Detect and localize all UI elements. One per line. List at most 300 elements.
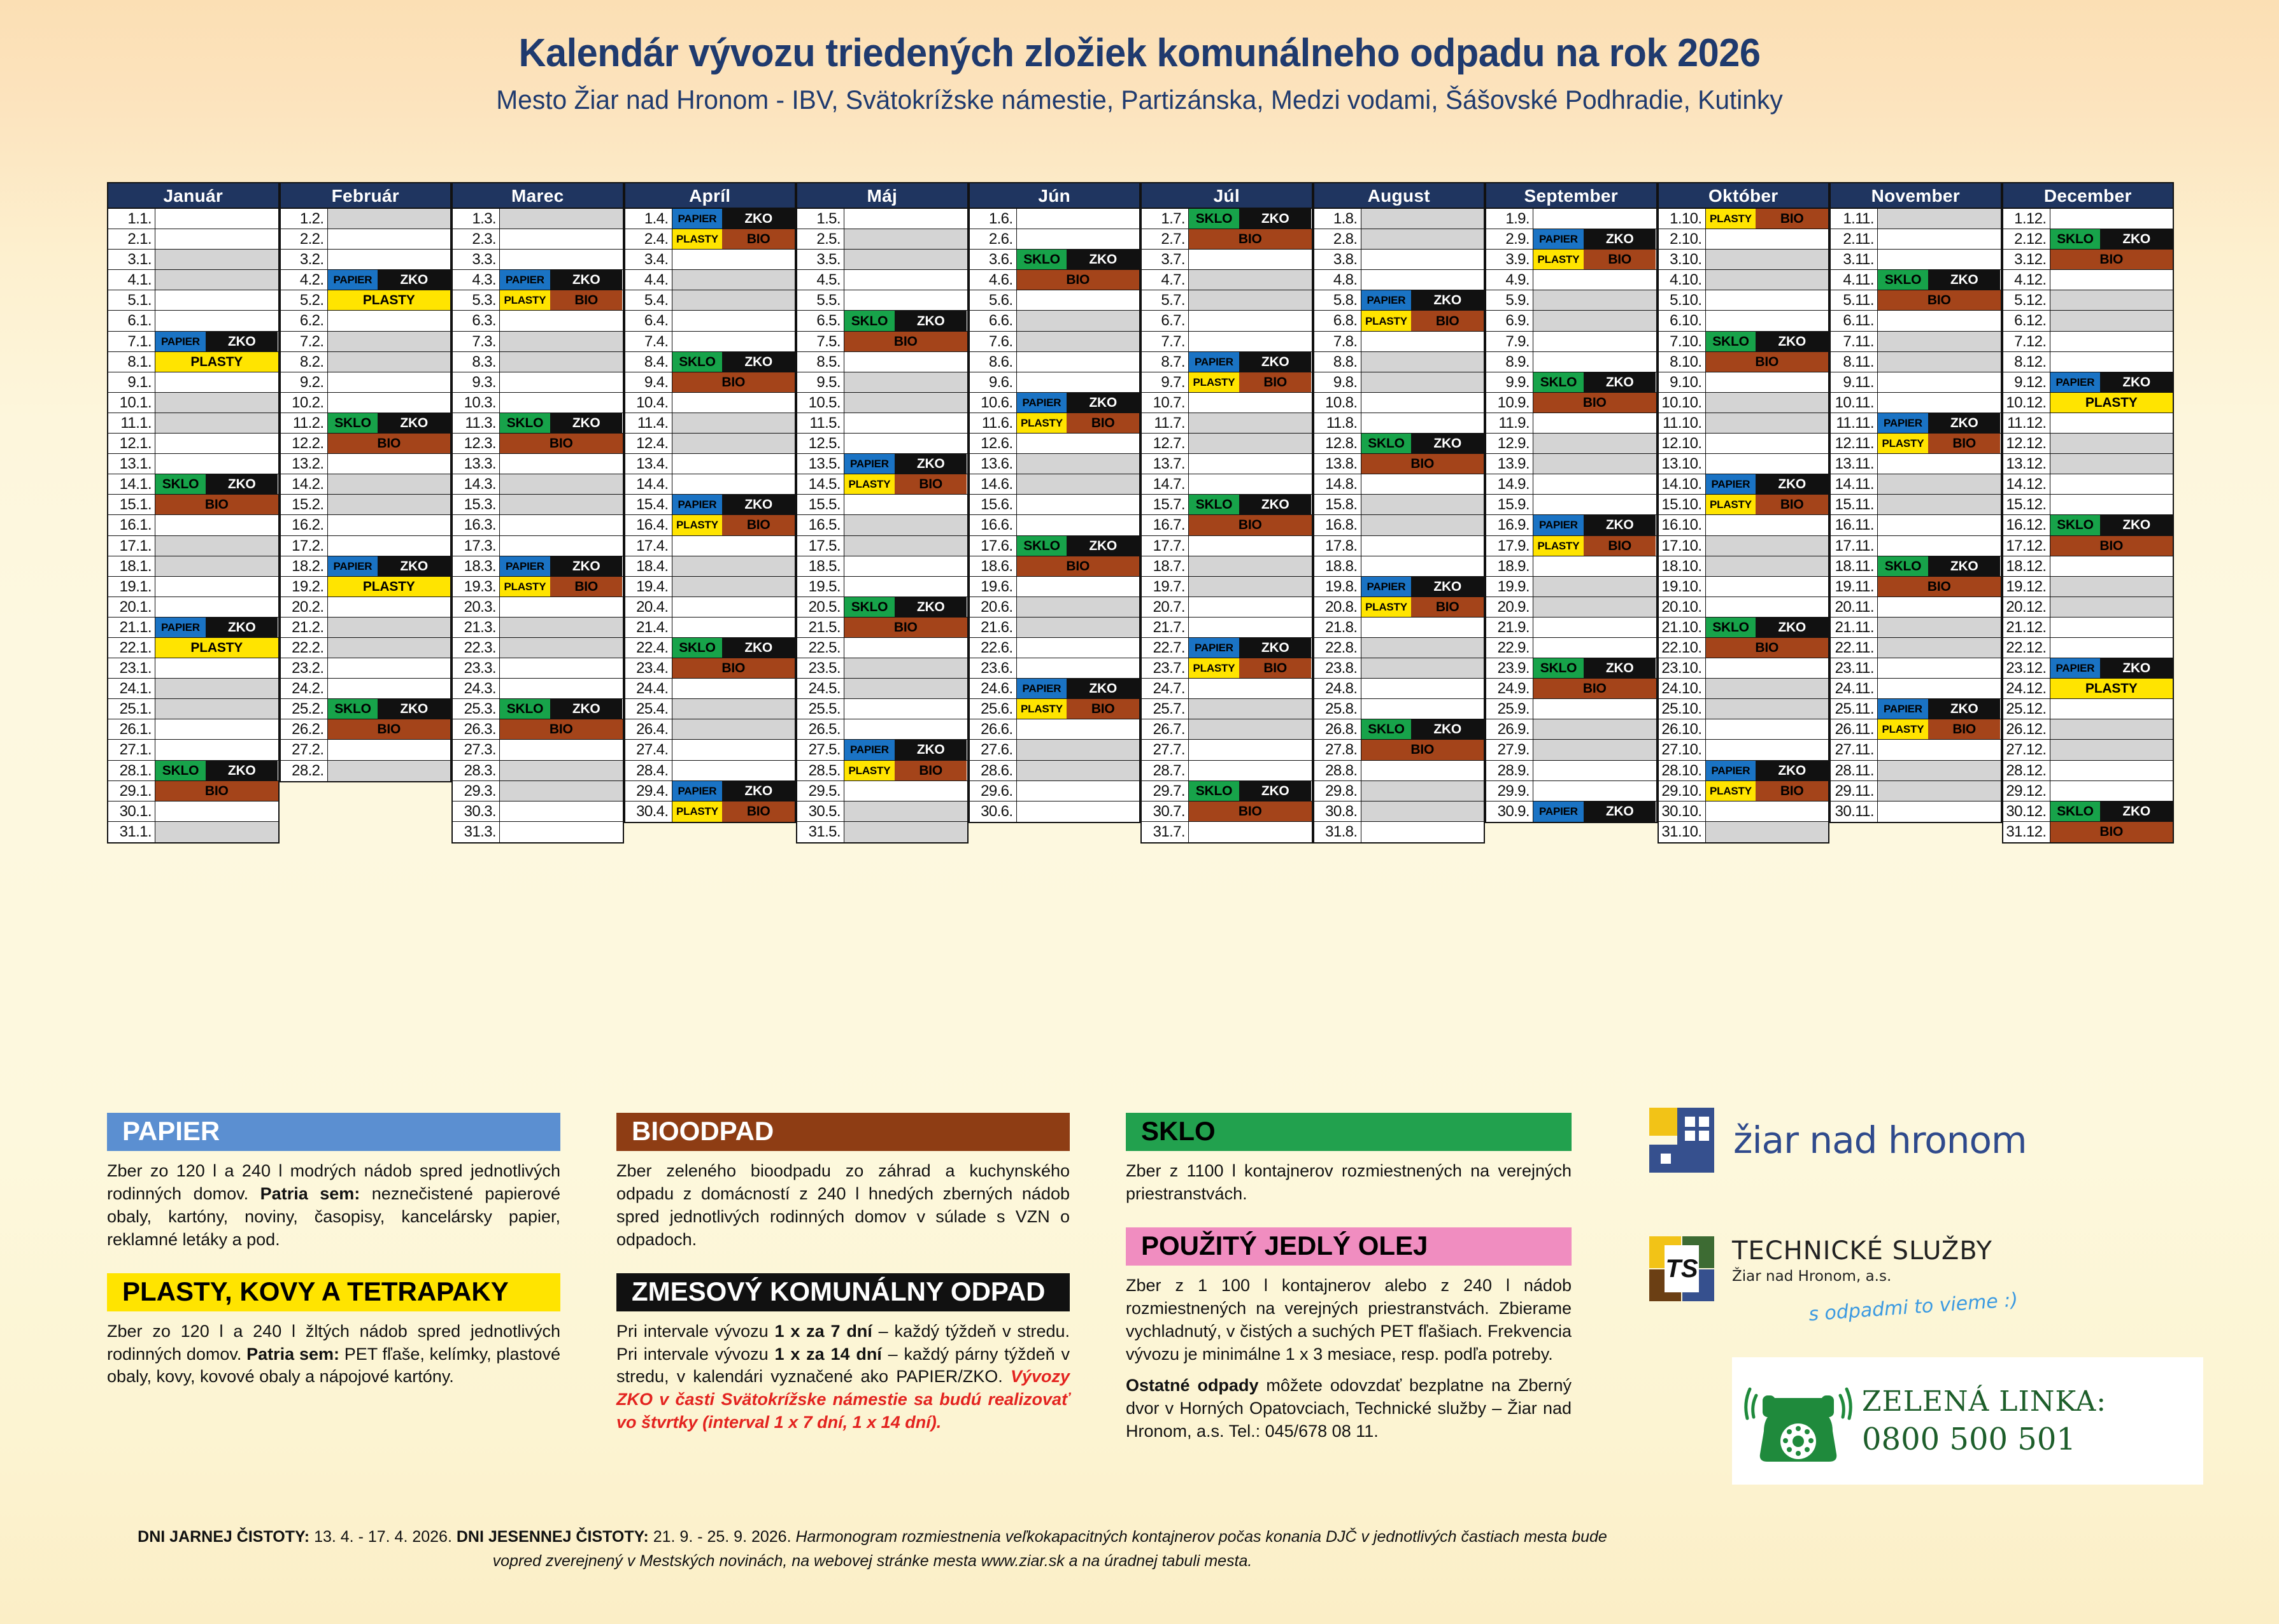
calendar-day-row[interactable] <box>625 679 795 699</box>
calendar-day-row[interactable] <box>797 434 967 454</box>
calendar-day-row[interactable] <box>108 536 278 556</box>
calendar-day-row[interactable] <box>797 270 967 290</box>
calendar-day-row[interactable] <box>108 209 278 229</box>
calendar-day-row[interactable] <box>281 536 451 556</box>
calendar-day-row[interactable] <box>281 577 451 597</box>
calendar-day-row[interactable] <box>970 556 1140 577</box>
calendar-day-row[interactable] <box>1659 474 1829 495</box>
calendar-day-row[interactable] <box>625 536 795 556</box>
calendar-day-row[interactable] <box>797 679 967 699</box>
calendar-day-row[interactable] <box>797 658 967 679</box>
calendar-day-row[interactable] <box>2003 679 2173 699</box>
calendar-day-row[interactable] <box>797 332 967 352</box>
calendar-day-row[interactable] <box>797 536 967 556</box>
calendar-day-row[interactable] <box>1486 801 1656 822</box>
calendar-day-row[interactable] <box>1831 699 2001 719</box>
calendar-day-row[interactable] <box>625 250 795 270</box>
calendar-day-row[interactable] <box>1831 372 2001 393</box>
calendar-day-row[interactable] <box>1831 556 2001 577</box>
calendar-day-row[interactable] <box>453 515 623 535</box>
calendar-day-row[interactable] <box>453 801 623 822</box>
calendar-day-row[interactable] <box>1659 413 1829 434</box>
calendar-day-row[interactable] <box>1142 536 1312 556</box>
calendar-day-row[interactable] <box>1314 250 1484 270</box>
calendar-day-row[interactable] <box>281 719 451 740</box>
calendar-day-row[interactable] <box>1831 781 2001 801</box>
calendar-day-row[interactable] <box>1314 740 1484 760</box>
calendar-day-row[interactable] <box>1831 679 2001 699</box>
calendar-day-row[interactable] <box>453 699 623 719</box>
calendar-day-row[interactable] <box>1142 740 1312 760</box>
calendar-day-row[interactable] <box>2003 393 2173 413</box>
calendar-day-row[interactable] <box>108 311 278 331</box>
calendar-day-row[interactable] <box>2003 454 2173 474</box>
calendar-day-row[interactable] <box>1314 719 1484 740</box>
calendar-day-row[interactable] <box>1486 699 1656 719</box>
calendar-day-row[interactable] <box>1142 311 1312 331</box>
calendar-day-row[interactable] <box>625 209 795 229</box>
calendar-day-row[interactable] <box>2003 577 2173 597</box>
calendar-day-row[interactable] <box>1659 393 1829 413</box>
calendar-day-row[interactable] <box>1314 822 1484 842</box>
calendar-day-row[interactable] <box>1314 311 1484 331</box>
calendar-day-row[interactable] <box>281 761 451 781</box>
calendar-day-row[interactable] <box>108 822 278 842</box>
calendar-day-row[interactable] <box>1142 801 1312 822</box>
calendar-day-row[interactable] <box>1659 352 1829 372</box>
calendar-day-row[interactable] <box>797 638 967 658</box>
calendar-day-row[interactable] <box>108 270 278 290</box>
calendar-day-row[interactable] <box>453 393 623 413</box>
calendar-day-row[interactable] <box>1314 679 1484 699</box>
calendar-day-row[interactable] <box>797 597 967 618</box>
calendar-day-row[interactable] <box>2003 209 2173 229</box>
calendar-day-row[interactable] <box>1314 577 1484 597</box>
calendar-day-row[interactable] <box>797 822 967 842</box>
calendar-day-row[interactable] <box>281 454 451 474</box>
calendar-day-row[interactable] <box>1831 454 2001 474</box>
calendar-day-row[interactable] <box>2003 372 2173 393</box>
calendar-day-row[interactable] <box>453 270 623 290</box>
calendar-day-row[interactable] <box>1314 515 1484 535</box>
calendar-day-row[interactable] <box>108 290 278 311</box>
calendar-day-row[interactable] <box>797 556 967 577</box>
calendar-day-row[interactable] <box>1142 413 1312 434</box>
calendar-day-row[interactable] <box>1659 434 1829 454</box>
calendar-day-row[interactable] <box>625 495 795 515</box>
calendar-day-row[interactable] <box>453 474 623 495</box>
calendar-day-row[interactable] <box>281 618 451 638</box>
calendar-day-row[interactable] <box>453 311 623 331</box>
calendar-day-row[interactable] <box>281 699 451 719</box>
calendar-day-row[interactable] <box>108 679 278 699</box>
calendar-day-row[interactable] <box>1486 332 1656 352</box>
calendar-day-row[interactable] <box>281 597 451 618</box>
calendar-day-row[interactable] <box>1831 250 2001 270</box>
calendar-day-row[interactable] <box>1659 658 1829 679</box>
calendar-day-row[interactable] <box>1486 740 1656 760</box>
calendar-day-row[interactable] <box>797 719 967 740</box>
calendar-day-row[interactable] <box>2003 536 2173 556</box>
calendar-day-row[interactable] <box>1486 454 1656 474</box>
calendar-day-row[interactable] <box>2003 474 2173 495</box>
calendar-day-row[interactable] <box>1659 618 1829 638</box>
calendar-day-row[interactable] <box>797 740 967 760</box>
calendar-day-row[interactable] <box>797 209 967 229</box>
calendar-day-row[interactable] <box>1314 597 1484 618</box>
calendar-day-row[interactable] <box>970 658 1140 679</box>
calendar-day-row[interactable] <box>108 393 278 413</box>
calendar-day-row[interactable] <box>1142 618 1312 638</box>
calendar-day-row[interactable] <box>108 719 278 740</box>
calendar-day-row[interactable] <box>1659 699 1829 719</box>
calendar-day-row[interactable] <box>1142 699 1312 719</box>
calendar-day-row[interactable] <box>1659 495 1829 515</box>
calendar-day-row[interactable] <box>797 761 967 781</box>
calendar-day-row[interactable] <box>1314 638 1484 658</box>
calendar-day-row[interactable] <box>453 740 623 760</box>
calendar-day-row[interactable] <box>1142 270 1312 290</box>
calendar-day-row[interactable] <box>625 393 795 413</box>
calendar-day-row[interactable] <box>1659 577 1829 597</box>
calendar-day-row[interactable] <box>1659 536 1829 556</box>
calendar-day-row[interactable] <box>281 229 451 250</box>
calendar-day-row[interactable] <box>625 270 795 290</box>
calendar-day-row[interactable] <box>1142 515 1312 535</box>
calendar-day-row[interactable] <box>1486 577 1656 597</box>
calendar-day-row[interactable] <box>970 332 1140 352</box>
calendar-day-row[interactable] <box>453 638 623 658</box>
calendar-day-row[interactable] <box>1314 801 1484 822</box>
calendar-day-row[interactable] <box>1314 434 1484 454</box>
calendar-day-row[interactable] <box>625 474 795 495</box>
calendar-day-row[interactable] <box>1486 536 1656 556</box>
calendar-day-row[interactable] <box>1659 290 1829 311</box>
calendar-day-row[interactable] <box>1486 393 1656 413</box>
calendar-day-row[interactable] <box>1142 597 1312 618</box>
calendar-day-row[interactable] <box>1314 372 1484 393</box>
calendar-day-row[interactable] <box>1831 332 2001 352</box>
calendar-day-row[interactable] <box>970 270 1140 290</box>
calendar-day-row[interactable] <box>625 434 795 454</box>
calendar-day-row[interactable] <box>1486 229 1656 250</box>
calendar-day-row[interactable] <box>797 515 967 535</box>
calendar-day-row[interactable] <box>281 679 451 699</box>
calendar-day-row[interactable] <box>1486 352 1656 372</box>
calendar-day-row[interactable] <box>2003 638 2173 658</box>
calendar-day-row[interactable] <box>453 556 623 577</box>
calendar-day-row[interactable] <box>970 250 1140 270</box>
calendar-day-row[interactable] <box>108 352 278 372</box>
calendar-day-row[interactable] <box>1659 372 1829 393</box>
calendar-day-row[interactable] <box>1142 332 1312 352</box>
calendar-day-row[interactable] <box>1486 597 1656 618</box>
calendar-day-row[interactable] <box>2003 801 2173 822</box>
calendar-day-row[interactable] <box>970 229 1140 250</box>
calendar-day-row[interactable] <box>108 474 278 495</box>
calendar-day-row[interactable] <box>797 250 967 270</box>
calendar-day-row[interactable] <box>1314 454 1484 474</box>
calendar-day-row[interactable] <box>1831 229 2001 250</box>
calendar-day-row[interactable] <box>281 740 451 760</box>
calendar-day-row[interactable] <box>1142 393 1312 413</box>
calendar-day-row[interactable] <box>1831 801 2001 822</box>
calendar-day-row[interactable] <box>1314 474 1484 495</box>
calendar-day-row[interactable] <box>1486 311 1656 331</box>
calendar-day-row[interactable] <box>281 495 451 515</box>
calendar-day-row[interactable] <box>1142 822 1312 842</box>
calendar-day-row[interactable] <box>625 577 795 597</box>
calendar-day-row[interactable] <box>1831 638 2001 658</box>
calendar-day-row[interactable] <box>1831 393 2001 413</box>
calendar-day-row[interactable] <box>1659 740 1829 760</box>
calendar-day-row[interactable] <box>1659 332 1829 352</box>
calendar-day-row[interactable] <box>1142 372 1312 393</box>
calendar-day-row[interactable] <box>797 393 967 413</box>
calendar-day-row[interactable] <box>108 597 278 618</box>
calendar-day-row[interactable] <box>1314 393 1484 413</box>
calendar-day-row[interactable] <box>2003 761 2173 781</box>
calendar-day-row[interactable] <box>970 618 1140 638</box>
calendar-day-row[interactable] <box>2003 270 2173 290</box>
calendar-day-row[interactable] <box>281 434 451 454</box>
calendar-day-row[interactable] <box>108 781 278 801</box>
calendar-day-row[interactable] <box>453 618 623 638</box>
calendar-day-row[interactable] <box>970 719 1140 740</box>
calendar-day-row[interactable] <box>1142 556 1312 577</box>
calendar-day-row[interactable] <box>281 413 451 434</box>
calendar-day-row[interactable] <box>1314 332 1484 352</box>
calendar-day-row[interactable] <box>108 699 278 719</box>
calendar-day-row[interactable] <box>1314 699 1484 719</box>
calendar-day-row[interactable] <box>2003 618 2173 638</box>
calendar-day-row[interactable] <box>108 332 278 352</box>
calendar-day-row[interactable] <box>453 719 623 740</box>
calendar-day-row[interactable] <box>1486 781 1656 801</box>
calendar-day-row[interactable] <box>625 638 795 658</box>
calendar-day-row[interactable] <box>453 536 623 556</box>
calendar-day-row[interactable] <box>108 250 278 270</box>
calendar-day-row[interactable] <box>1486 658 1656 679</box>
calendar-day-row[interactable] <box>1659 638 1829 658</box>
calendar-day-row[interactable] <box>281 556 451 577</box>
calendar-day-row[interactable] <box>2003 719 2173 740</box>
calendar-day-row[interactable] <box>797 229 967 250</box>
calendar-day-row[interactable] <box>1831 209 2001 229</box>
calendar-day-row[interactable] <box>281 250 451 270</box>
calendar-day-row[interactable] <box>1486 679 1656 699</box>
calendar-day-row[interactable] <box>1314 229 1484 250</box>
calendar-day-row[interactable] <box>2003 229 2173 250</box>
calendar-day-row[interactable] <box>453 332 623 352</box>
calendar-day-row[interactable] <box>108 454 278 474</box>
calendar-day-row[interactable] <box>2003 434 2173 454</box>
calendar-day-row[interactable] <box>1831 290 2001 311</box>
calendar-day-row[interactable] <box>1142 250 1312 270</box>
calendar-day-row[interactable] <box>1831 597 2001 618</box>
calendar-day-row[interactable] <box>1486 638 1656 658</box>
calendar-day-row[interactable] <box>453 658 623 679</box>
calendar-day-row[interactable] <box>1659 229 1829 250</box>
calendar-day-row[interactable] <box>1659 719 1829 740</box>
calendar-day-row[interactable] <box>970 536 1140 556</box>
calendar-day-row[interactable] <box>108 229 278 250</box>
calendar-day-row[interactable] <box>970 352 1140 372</box>
calendar-day-row[interactable] <box>1831 719 2001 740</box>
calendar-day-row[interactable] <box>1142 209 1312 229</box>
calendar-day-row[interactable] <box>1659 679 1829 699</box>
calendar-day-row[interactable] <box>970 311 1140 331</box>
calendar-day-row[interactable] <box>108 658 278 679</box>
calendar-day-row[interactable] <box>453 822 623 842</box>
calendar-day-row[interactable] <box>108 434 278 454</box>
calendar-day-row[interactable] <box>797 311 967 331</box>
calendar-day-row[interactable] <box>1831 352 2001 372</box>
calendar-day-row[interactable] <box>2003 495 2173 515</box>
calendar-day-row[interactable] <box>625 454 795 474</box>
calendar-day-row[interactable] <box>1659 761 1829 781</box>
calendar-day-row[interactable] <box>453 413 623 434</box>
calendar-day-row[interactable] <box>797 474 967 495</box>
calendar-day-row[interactable] <box>1831 658 2001 679</box>
calendar-day-row[interactable] <box>970 740 1140 760</box>
calendar-day-row[interactable] <box>281 290 451 311</box>
calendar-day-row[interactable] <box>970 209 1140 229</box>
calendar-day-row[interactable] <box>1831 536 2001 556</box>
calendar-day-row[interactable] <box>1486 209 1656 229</box>
calendar-day-row[interactable] <box>1142 474 1312 495</box>
calendar-day-row[interactable] <box>1659 515 1829 535</box>
calendar-day-row[interactable] <box>625 311 795 331</box>
calendar-day-row[interactable] <box>2003 332 2173 352</box>
calendar-day-row[interactable] <box>281 311 451 331</box>
calendar-day-row[interactable] <box>970 781 1140 801</box>
calendar-day-row[interactable] <box>970 372 1140 393</box>
calendar-day-row[interactable] <box>1486 495 1656 515</box>
calendar-day-row[interactable] <box>970 413 1140 434</box>
calendar-day-row[interactable] <box>1142 679 1312 699</box>
calendar-day-row[interactable] <box>281 352 451 372</box>
calendar-day-row[interactable] <box>1831 311 2001 331</box>
calendar-day-row[interactable] <box>1831 618 2001 638</box>
calendar-day-row[interactable] <box>2003 781 2173 801</box>
calendar-day-row[interactable] <box>453 229 623 250</box>
calendar-day-row[interactable] <box>797 352 967 372</box>
calendar-day-row[interactable] <box>625 719 795 740</box>
calendar-day-row[interactable] <box>1314 556 1484 577</box>
calendar-day-row[interactable] <box>970 761 1140 781</box>
calendar-day-row[interactable] <box>2003 413 2173 434</box>
calendar-day-row[interactable] <box>1831 515 2001 535</box>
calendar-day-row[interactable] <box>453 250 623 270</box>
calendar-day-row[interactable] <box>1314 781 1484 801</box>
calendar-day-row[interactable] <box>625 352 795 372</box>
calendar-day-row[interactable] <box>108 515 278 535</box>
calendar-day-row[interactable] <box>2003 822 2173 842</box>
calendar-day-row[interactable] <box>1314 270 1484 290</box>
calendar-day-row[interactable] <box>2003 250 2173 270</box>
calendar-day-row[interactable] <box>797 372 967 393</box>
calendar-day-row[interactable] <box>1314 495 1484 515</box>
calendar-day-row[interactable] <box>2003 556 2173 577</box>
calendar-day-row[interactable] <box>1831 577 2001 597</box>
calendar-day-row[interactable] <box>970 597 1140 618</box>
calendar-day-row[interactable] <box>1486 719 1656 740</box>
calendar-day-row[interactable] <box>797 495 967 515</box>
calendar-day-row[interactable] <box>108 372 278 393</box>
calendar-day-row[interactable] <box>1314 761 1484 781</box>
calendar-day-row[interactable] <box>281 393 451 413</box>
calendar-day-row[interactable] <box>281 372 451 393</box>
calendar-day-row[interactable] <box>108 801 278 822</box>
calendar-day-row[interactable] <box>1314 413 1484 434</box>
calendar-day-row[interactable] <box>1831 761 2001 781</box>
calendar-day-row[interactable] <box>453 434 623 454</box>
calendar-day-row[interactable] <box>1486 250 1656 270</box>
calendar-day-row[interactable] <box>1314 536 1484 556</box>
calendar-day-row[interactable] <box>970 515 1140 535</box>
calendar-day-row[interactable] <box>1486 556 1656 577</box>
calendar-day-row[interactable] <box>1142 638 1312 658</box>
calendar-day-row[interactable] <box>281 515 451 535</box>
calendar-day-row[interactable] <box>1142 719 1312 740</box>
calendar-day-row[interactable] <box>1831 495 2001 515</box>
calendar-day-row[interactable] <box>1142 434 1312 454</box>
calendar-day-row[interactable] <box>1659 454 1829 474</box>
calendar-day-row[interactable] <box>625 229 795 250</box>
calendar-day-row[interactable] <box>2003 699 2173 719</box>
calendar-day-row[interactable] <box>1486 474 1656 495</box>
calendar-day-row[interactable] <box>1142 352 1312 372</box>
calendar-day-row[interactable] <box>1831 413 2001 434</box>
calendar-day-row[interactable] <box>1659 270 1829 290</box>
calendar-day-row[interactable] <box>1831 434 2001 454</box>
calendar-day-row[interactable] <box>797 454 967 474</box>
calendar-day-row[interactable] <box>453 495 623 515</box>
calendar-day-row[interactable] <box>1486 515 1656 535</box>
calendar-day-row[interactable] <box>453 679 623 699</box>
calendar-day-row[interactable] <box>1142 495 1312 515</box>
calendar-day-row[interactable] <box>1659 250 1829 270</box>
calendar-day-row[interactable] <box>797 699 967 719</box>
calendar-day-row[interactable] <box>1314 209 1484 229</box>
calendar-day-row[interactable] <box>2003 515 2173 535</box>
calendar-day-row[interactable] <box>797 801 967 822</box>
calendar-day-row[interactable] <box>108 618 278 638</box>
calendar-day-row[interactable] <box>1659 556 1829 577</box>
calendar-day-row[interactable] <box>1659 781 1829 801</box>
calendar-day-row[interactable] <box>2003 311 2173 331</box>
calendar-day-row[interactable] <box>1659 209 1829 229</box>
calendar-day-row[interactable] <box>970 474 1140 495</box>
calendar-day-row[interactable] <box>625 699 795 719</box>
calendar-day-row[interactable] <box>1831 474 2001 495</box>
calendar-day-row[interactable] <box>1486 761 1656 781</box>
calendar-day-row[interactable] <box>281 638 451 658</box>
calendar-day-row[interactable] <box>625 761 795 781</box>
calendar-day-row[interactable] <box>281 658 451 679</box>
calendar-day-row[interactable] <box>625 597 795 618</box>
calendar-day-row[interactable] <box>625 372 795 393</box>
calendar-day-row[interactable] <box>1314 658 1484 679</box>
calendar-day-row[interactable] <box>453 454 623 474</box>
calendar-day-row[interactable] <box>970 638 1140 658</box>
calendar-day-row[interactable] <box>108 577 278 597</box>
calendar-day-row[interactable] <box>970 679 1140 699</box>
calendar-day-row[interactable] <box>108 740 278 760</box>
calendar-day-row[interactable] <box>797 577 967 597</box>
calendar-day-row[interactable] <box>970 434 1140 454</box>
